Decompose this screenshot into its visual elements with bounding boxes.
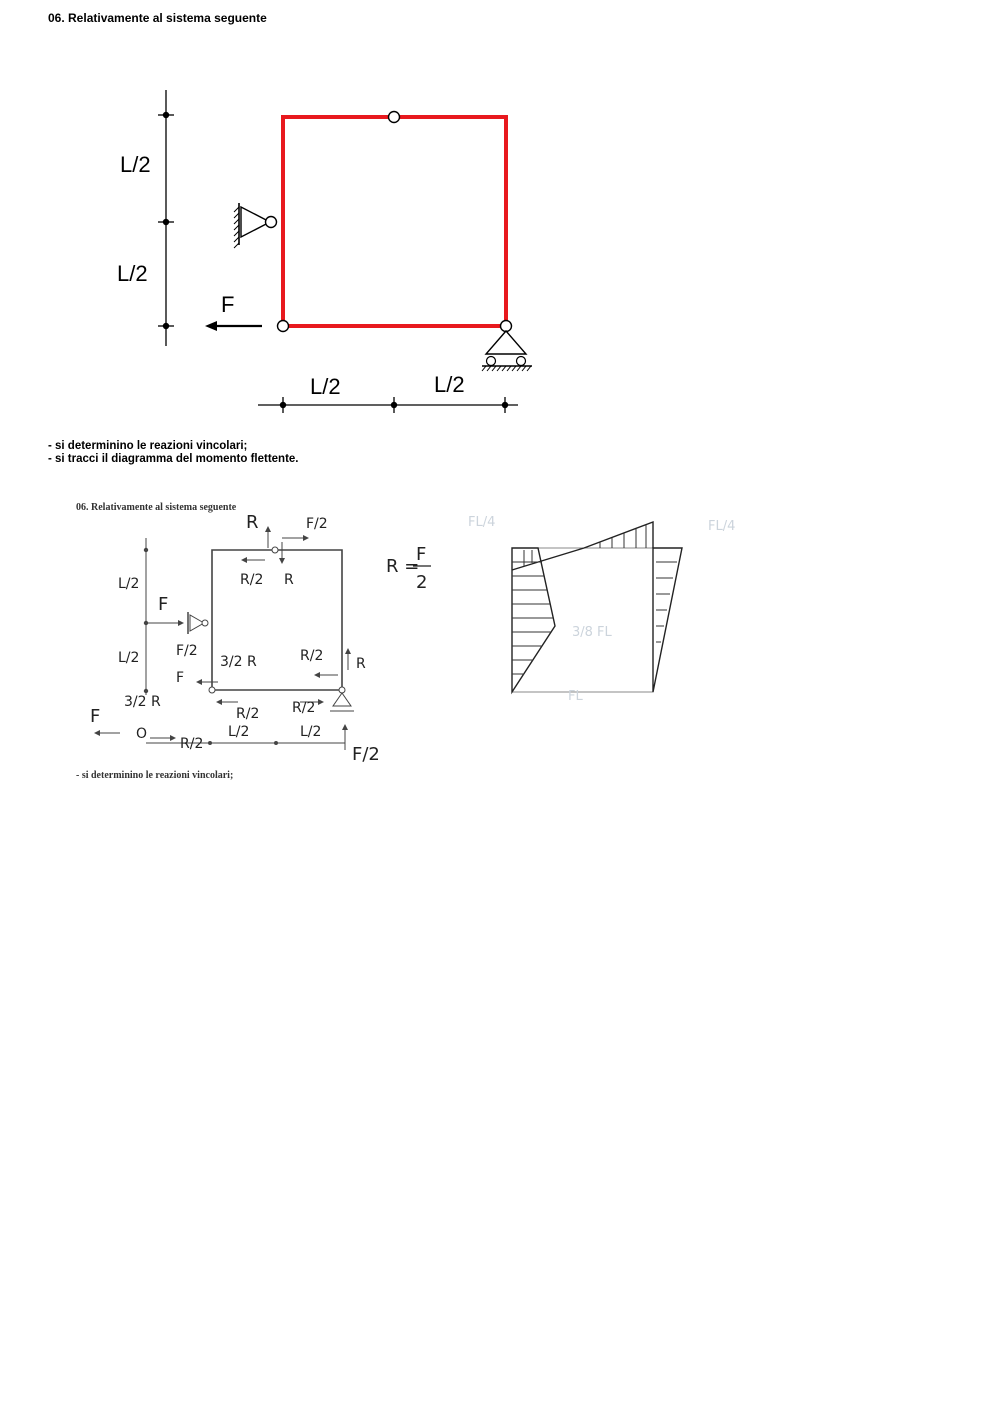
sol-R-top-left: R (246, 512, 259, 533)
dim-label-bottom-left: L/2 (310, 374, 341, 399)
sol-F-inner: F (176, 670, 185, 686)
page-title: 06. Relativamente al sistema seguente (48, 11, 267, 25)
sol-dim-bottom-left: L/2 (228, 724, 250, 740)
sol-F-far-left: F (90, 706, 101, 727)
sol-O-far-left: O (136, 726, 148, 742)
moment-diagram (460, 500, 760, 720)
solution-sketch (0, 490, 480, 790)
sol-F-left: F (158, 594, 169, 615)
sol-R32-outer: 3/2 R (124, 694, 161, 710)
frame-members (283, 117, 506, 326)
sol-dim-lower: L/2 (118, 650, 140, 666)
solution-footer: - si determinino le reazioni vincolari; (76, 770, 234, 781)
force-label: F (221, 292, 235, 317)
moment-label-top-right: FL/4 (708, 519, 736, 534)
sol-F2-left: F/2 (176, 643, 198, 659)
instruction-1: - si determinino le reazioni vincolari; (48, 440, 248, 452)
sol-R-top-inner: R (284, 572, 294, 588)
sol-F2-top-right: F/2 (306, 516, 328, 532)
moment-label-top-left: FL/4 (468, 515, 496, 530)
dim-label-left-lower: L/2 (117, 261, 148, 286)
sol-dim-bottom-right: L/2 (300, 724, 322, 740)
moment-label-bottom: FL (568, 689, 583, 704)
frame-figure (0, 0, 1000, 430)
sol-R2-bottom: R/2 (180, 736, 204, 752)
equation-lhs: R = (386, 556, 420, 577)
pin-support-left (234, 203, 277, 248)
sol-F2-support: F/2 (352, 744, 380, 765)
hinge-bottom-left (278, 321, 289, 332)
equation-num: F (416, 544, 427, 565)
equation-den: 2 (416, 572, 428, 593)
instructions (48, 440, 299, 466)
instruction-2: - si tracci il diagramma del momento flettente. (48, 453, 299, 465)
sol-R2-bottom-right: R/2 (292, 700, 316, 716)
moment-label-middle: 3/8 FL (572, 625, 612, 640)
dim-label-left-upper: L/2 (120, 152, 151, 177)
sol-R32-inner: 3/2 R (220, 654, 257, 670)
sol-R2-bottom-mid: R/2 (236, 706, 260, 722)
hinge-top (389, 112, 400, 123)
roller-support-right (482, 321, 532, 372)
dim-label-bottom-right: L/2 (434, 372, 465, 397)
sol-R2-top-inner: R/2 (240, 572, 264, 588)
force-arrow-F (205, 321, 262, 331)
sol-R2-right: R/2 (300, 648, 324, 664)
solution-header: 06. Relativamente al sistema seguente (76, 502, 237, 513)
sol-dim-upper: L/2 (118, 576, 140, 592)
sol-R-right: R (356, 656, 366, 672)
